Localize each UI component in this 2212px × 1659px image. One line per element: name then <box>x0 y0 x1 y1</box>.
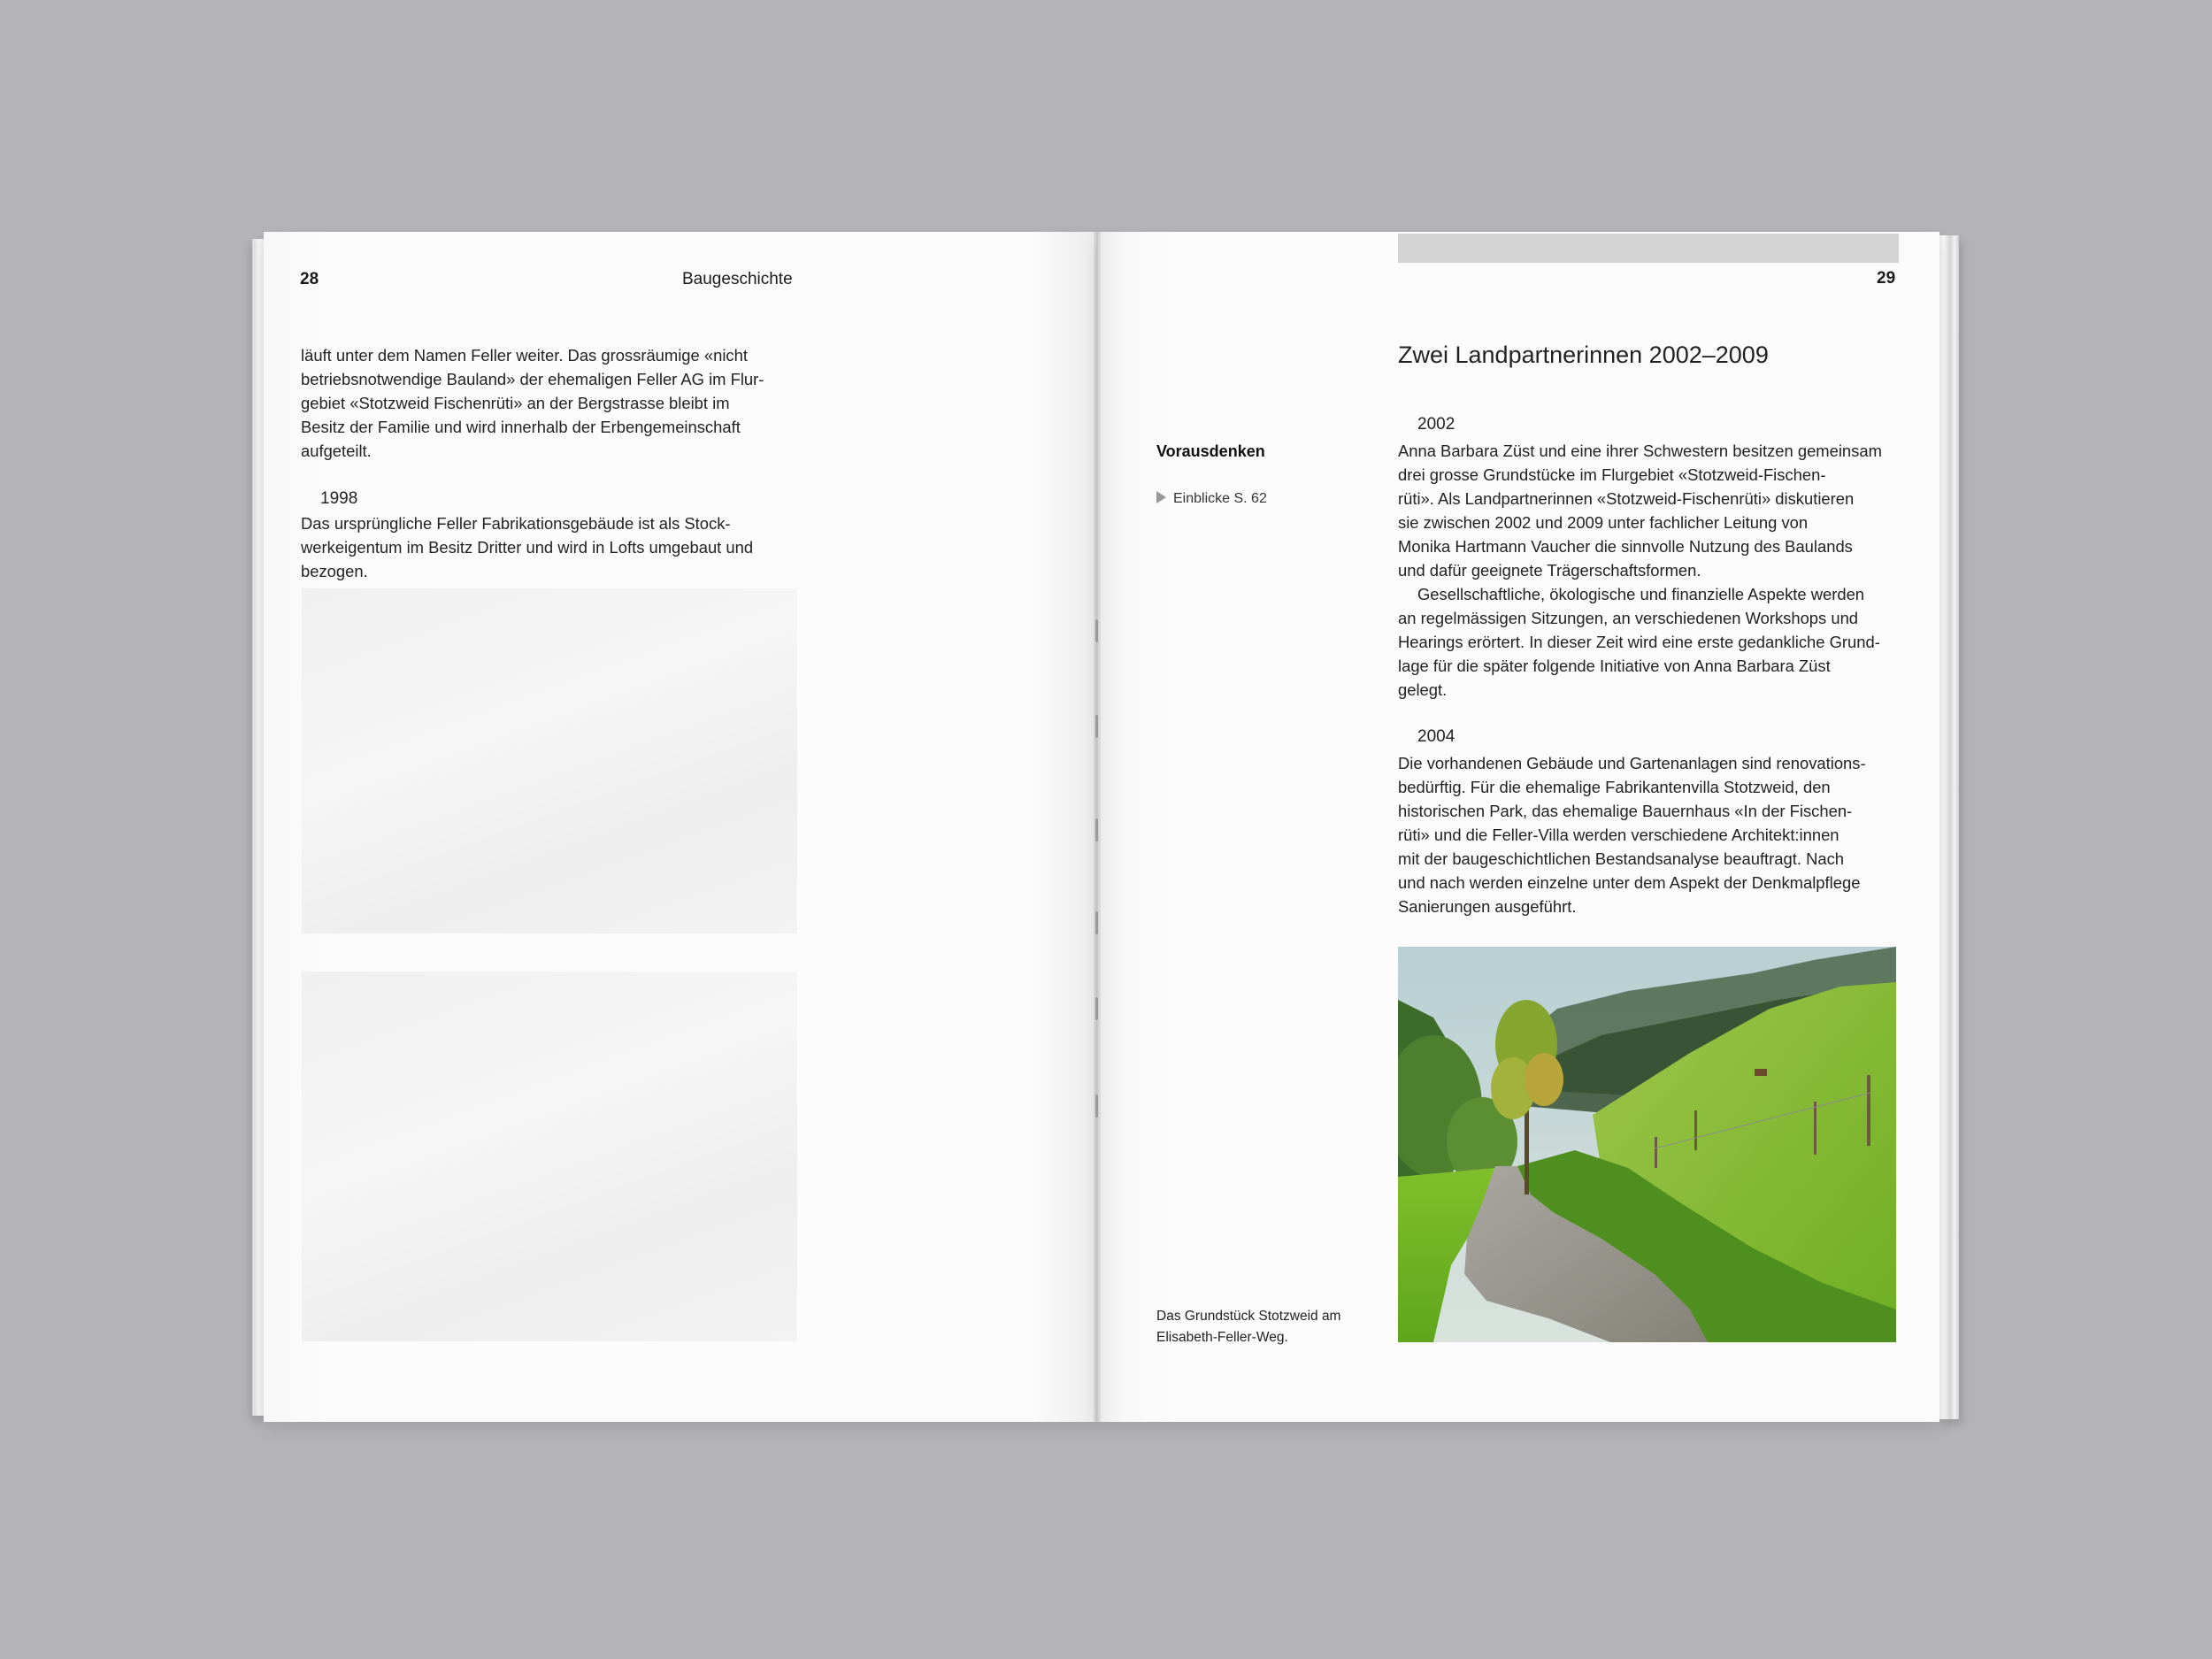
text-line: betriebsnotwendige Bauland» der ehemaligen Feller AG im Flur- <box>301 370 764 388</box>
chapter-tab <box>1398 234 1899 263</box>
text-line: gelegt. <box>1398 680 1448 699</box>
text-line: Gesellschaftliche, ökologische und finanzielle Aspekte werden <box>1417 585 1865 603</box>
text-line: Sanierungen ausgeführt. <box>1398 897 1577 916</box>
text-line: Monika Hartmann Vaucher die sinnvolle Nutzung des Baulands <box>1398 537 1853 556</box>
sidebar-link[interactable] <box>1156 491 1267 507</box>
text-line: Besitz der Familie und wird innerhalb der Erbengemeinschaft <box>301 418 741 436</box>
left-paragraph-1 <box>301 343 814 463</box>
text-line: rüti». Als Landpartnerinnen «Stotzweid-Fischenrüti» diskutieren <box>1398 489 1855 508</box>
binding-stitch <box>1095 911 1098 934</box>
running-head: Baugeschichte <box>682 270 793 288</box>
text-line: aufgeteilt. <box>301 442 372 460</box>
text-line: sie zwischen 2002 und 2009 unter fachlicher Leitung von <box>1398 513 1809 532</box>
page-number-left: 28 <box>300 270 319 288</box>
text-line: Das ursprüngliche Feller Fabrikationsgebäude ist als Stock- <box>301 514 731 533</box>
text-line: und dafür geeignete Trägerschaftsformen. <box>1398 561 1701 580</box>
year-2004: 2004 <box>1417 727 1455 746</box>
photo-caption <box>1156 1306 1386 1348</box>
text-line: an regelmässigen Sitzungen, an verschiedenen Workshops und <box>1398 609 1859 627</box>
text-line: Die vorhandenen Gebäude und Gartenanlagen sind renovations- <box>1398 754 1866 772</box>
text-line: Hearings erörtert. In dieser Zeit wird eine erste gedankliche Grund- <box>1398 633 1880 651</box>
paragraph-2004 <box>1398 751 1902 918</box>
binding-stitch <box>1095 715 1098 738</box>
show-through-image-top <box>302 588 797 933</box>
text-line: und nach werden einzelne unter dem Aspekt der Denkmalpflege <box>1398 873 1861 892</box>
text-line: mit der baugeschichtlichen Bestandsanalyse beauftragt. Nach <box>1398 849 1845 868</box>
year-2002: 2002 <box>1417 415 1455 434</box>
text-line: lage für die später folgende Initiative von Anna Barbara Züst <box>1398 657 1831 675</box>
page-number-right: 29 <box>1877 269 1896 288</box>
show-through-image-bottom <box>302 972 797 1341</box>
binding-stitch <box>1095 1094 1098 1118</box>
right-page-edges <box>1938 235 1959 1419</box>
landscape-photo <box>1398 947 1896 1342</box>
text-line: historischen Park, das ehemalige Bauernhaus «In der Fischen- <box>1398 802 1853 820</box>
left-paragraph-2 <box>301 511 814 583</box>
landscape-photo-graphic <box>1398 947 1896 1342</box>
text-line: gebiet «Stotzweid Fischenrüti» an der Bergstrasse bleibt im <box>301 394 730 412</box>
text-line: bezogen. <box>301 562 368 580</box>
year-1998: 1998 <box>320 489 358 508</box>
binding-stitch <box>1095 997 1098 1020</box>
play-arrow-icon <box>1156 491 1166 503</box>
binding-stitch <box>1095 619 1098 642</box>
caption-line: Das Grundstück Stotzweid am <box>1156 1309 1341 1324</box>
text-line: drei grosse Grundstücke im Flurgebiet «Stotzweid-Fischen- <box>1398 465 1826 484</box>
text-line: bedürftig. Für die ehemalige Fabrikantenvilla Stotzweid, den <box>1398 778 1831 796</box>
text-line: läuft unter dem Namen Feller weiter. Das grossräumige «nicht <box>301 346 748 365</box>
text-line: werkeigentum im Besitz Dritter und wird in Lofts umgebaut und <box>301 538 754 557</box>
text-line: Anna Barbara Züst und eine ihrer Schwestern besitzen gemeinsam <box>1398 442 1882 460</box>
sidebar-title: Vorausdenken <box>1156 442 1265 460</box>
text-line: rüti» und die Feller-Villa werden verschiedene Architekt:innen <box>1398 826 1839 844</box>
sidebar-link-label: Einblicke S. 62 <box>1173 491 1267 506</box>
binding-stitch <box>1095 818 1098 841</box>
paragraph-2002 <box>1398 439 1902 702</box>
caption-line: Elisabeth-Feller-Weg. <box>1156 1330 1288 1345</box>
section-heading: Zwei Landpartnerinnen 2002–2009 <box>1398 342 1769 368</box>
